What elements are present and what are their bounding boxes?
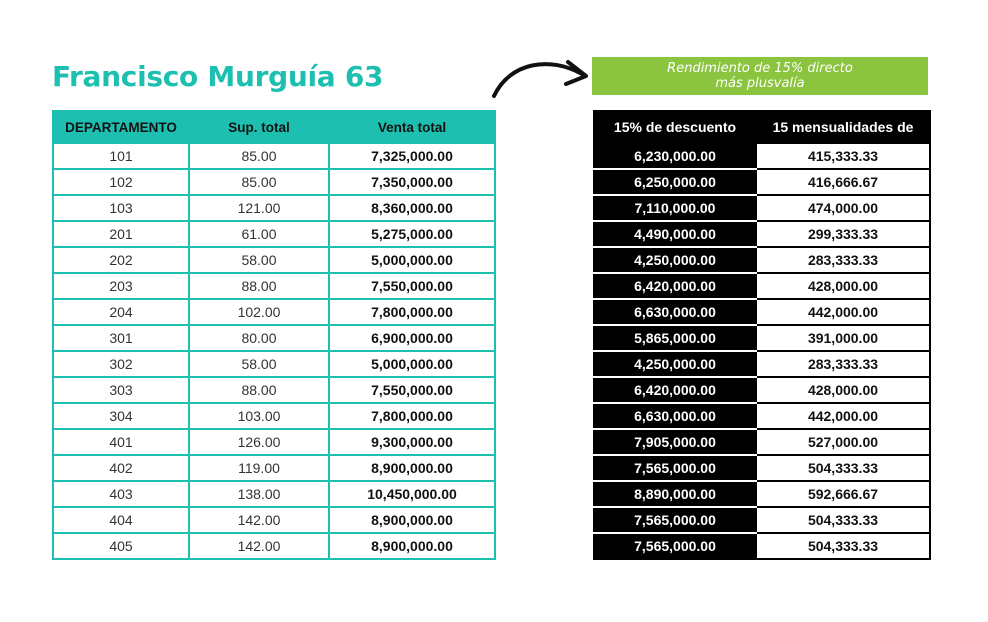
sup-total-cell: 102.00 xyxy=(189,299,329,325)
departamento-cell: 303 xyxy=(53,377,189,403)
descuento-cell: 7,565,000.00 xyxy=(594,507,756,533)
header-sup-total: Sup. total xyxy=(189,111,329,143)
descuento-cell: 4,250,000.00 xyxy=(594,351,756,377)
payment-table-header xyxy=(594,111,930,143)
table-row xyxy=(53,533,495,559)
descuento-cell: 6,420,000.00 xyxy=(594,273,756,299)
mensualidad-cell: 592,666.67 xyxy=(756,481,930,507)
departamento-cell: 202 xyxy=(53,247,189,273)
mensualidad-cell: 391,000.00 xyxy=(756,325,930,351)
mensualidad-cell: 504,333.33 xyxy=(756,533,930,559)
yield-banner xyxy=(592,57,928,95)
sup-total-cell: 119.00 xyxy=(189,455,329,481)
venta-total-cell: 7,550,000.00 xyxy=(329,377,495,403)
table-row xyxy=(53,247,495,273)
payment-table xyxy=(593,110,931,560)
departamento-cell: 102 xyxy=(53,169,189,195)
curved-arrow-right-icon xyxy=(488,52,598,104)
table-row xyxy=(594,377,930,403)
sup-total-cell: 61.00 xyxy=(189,221,329,247)
sup-total-cell: 85.00 xyxy=(189,169,329,195)
venta-total-cell: 8,900,000.00 xyxy=(329,507,495,533)
units-table xyxy=(52,110,496,560)
sup-total-cell: 85.00 xyxy=(189,143,329,169)
venta-total-cell: 5,000,000.00 xyxy=(329,247,495,273)
sup-total-cell: 142.00 xyxy=(189,507,329,533)
mensualidad-cell: 416,666.67 xyxy=(756,169,930,195)
sup-total-cell: 138.00 xyxy=(189,481,329,507)
sup-total-cell: 121.00 xyxy=(189,195,329,221)
table-row xyxy=(594,195,930,221)
venta-total-cell: 7,800,000.00 xyxy=(329,403,495,429)
sup-total-cell: 80.00 xyxy=(189,325,329,351)
banner-line-1: Rendimiento de 15% directo xyxy=(667,61,853,76)
venta-total-cell: 7,325,000.00 xyxy=(329,143,495,169)
table-row xyxy=(594,247,930,273)
venta-total-cell: 7,800,000.00 xyxy=(329,299,495,325)
departamento-cell: 401 xyxy=(53,429,189,455)
table-row xyxy=(53,455,495,481)
table-row xyxy=(594,169,930,195)
mensualidad-cell: 428,000.00 xyxy=(756,273,930,299)
sup-total-cell: 126.00 xyxy=(189,429,329,455)
page-title: Francisco Murguía 63 xyxy=(52,60,384,93)
descuento-cell: 4,490,000.00 xyxy=(594,221,756,247)
table-row xyxy=(594,507,930,533)
sup-total-cell: 142.00 xyxy=(189,533,329,559)
venta-total-cell: 7,550,000.00 xyxy=(329,273,495,299)
descuento-cell: 4,250,000.00 xyxy=(594,247,756,273)
departamento-cell: 101 xyxy=(53,143,189,169)
table-row xyxy=(53,429,495,455)
mensualidad-cell: 299,333.33 xyxy=(756,221,930,247)
descuento-cell: 6,420,000.00 xyxy=(594,377,756,403)
departamento-cell: 204 xyxy=(53,299,189,325)
mensualidad-cell: 504,333.33 xyxy=(756,455,930,481)
table-row xyxy=(594,455,930,481)
mensualidad-cell: 283,333.33 xyxy=(756,247,930,273)
descuento-cell: 7,110,000.00 xyxy=(594,195,756,221)
departamento-cell: 103 xyxy=(53,195,189,221)
banner-line-2: más plusvalía xyxy=(715,76,805,91)
header-descuento: 15% de descuento xyxy=(594,111,756,143)
table-row xyxy=(594,325,930,351)
venta-total-cell: 5,275,000.00 xyxy=(329,221,495,247)
table-row xyxy=(53,403,495,429)
venta-total-cell: 7,350,000.00 xyxy=(329,169,495,195)
sup-total-cell: 58.00 xyxy=(189,351,329,377)
table-row xyxy=(53,325,495,351)
table-row xyxy=(594,481,930,507)
table-row xyxy=(594,273,930,299)
departamento-cell: 203 xyxy=(53,273,189,299)
table-row xyxy=(53,221,495,247)
descuento-cell: 8,890,000.00 xyxy=(594,481,756,507)
table-row xyxy=(53,351,495,377)
venta-total-cell: 10,450,000.00 xyxy=(329,481,495,507)
table-row xyxy=(53,481,495,507)
table-row xyxy=(53,273,495,299)
venta-total-cell: 9,300,000.00 xyxy=(329,429,495,455)
descuento-cell: 6,630,000.00 xyxy=(594,299,756,325)
venta-total-cell: 5,000,000.00 xyxy=(329,351,495,377)
table-row xyxy=(53,377,495,403)
departamento-cell: 402 xyxy=(53,455,189,481)
departamento-cell: 405 xyxy=(53,533,189,559)
descuento-cell: 7,905,000.00 xyxy=(594,429,756,455)
descuento-cell: 5,865,000.00 xyxy=(594,325,756,351)
sup-total-cell: 88.00 xyxy=(189,273,329,299)
mensualidad-cell: 474,000.00 xyxy=(756,195,930,221)
table-row xyxy=(53,507,495,533)
table-row xyxy=(594,403,930,429)
mensualidad-cell: 283,333.33 xyxy=(756,351,930,377)
header-venta-total: Venta total xyxy=(329,111,495,143)
descuento-cell: 6,630,000.00 xyxy=(594,403,756,429)
mensualidad-cell: 504,333.33 xyxy=(756,507,930,533)
descuento-cell: 6,230,000.00 xyxy=(594,143,756,169)
departamento-cell: 403 xyxy=(53,481,189,507)
header-departamento: DEPARTAMENTO xyxy=(53,111,189,143)
sup-total-cell: 58.00 xyxy=(189,247,329,273)
descuento-cell: 6,250,000.00 xyxy=(594,169,756,195)
mensualidad-cell: 442,000.00 xyxy=(756,299,930,325)
venta-total-cell: 8,900,000.00 xyxy=(329,455,495,481)
units-table-header xyxy=(53,111,495,143)
table-row xyxy=(53,195,495,221)
table-row xyxy=(53,299,495,325)
mensualidad-cell: 527,000.00 xyxy=(756,429,930,455)
table-row xyxy=(594,533,930,559)
departamento-cell: 302 xyxy=(53,351,189,377)
departamento-cell: 201 xyxy=(53,221,189,247)
table-row xyxy=(594,429,930,455)
table-row xyxy=(53,143,495,169)
descuento-cell: 7,565,000.00 xyxy=(594,455,756,481)
mensualidad-cell: 428,000.00 xyxy=(756,377,930,403)
departamento-cell: 304 xyxy=(53,403,189,429)
table-row xyxy=(594,351,930,377)
departamento-cell: 404 xyxy=(53,507,189,533)
descuento-cell: 7,565,000.00 xyxy=(594,533,756,559)
departamento-cell: 301 xyxy=(53,325,189,351)
venta-total-cell: 8,900,000.00 xyxy=(329,533,495,559)
mensualidad-cell: 442,000.00 xyxy=(756,403,930,429)
table-row xyxy=(594,221,930,247)
sup-total-cell: 103.00 xyxy=(189,403,329,429)
mensualidad-cell: 415,333.33 xyxy=(756,143,930,169)
table-row xyxy=(594,299,930,325)
venta-total-cell: 8,360,000.00 xyxy=(329,195,495,221)
sup-total-cell: 88.00 xyxy=(189,377,329,403)
venta-total-cell: 6,900,000.00 xyxy=(329,325,495,351)
table-row xyxy=(53,169,495,195)
table-row xyxy=(594,143,930,169)
header-mensualidades: 15 mensualidades de xyxy=(756,111,930,143)
